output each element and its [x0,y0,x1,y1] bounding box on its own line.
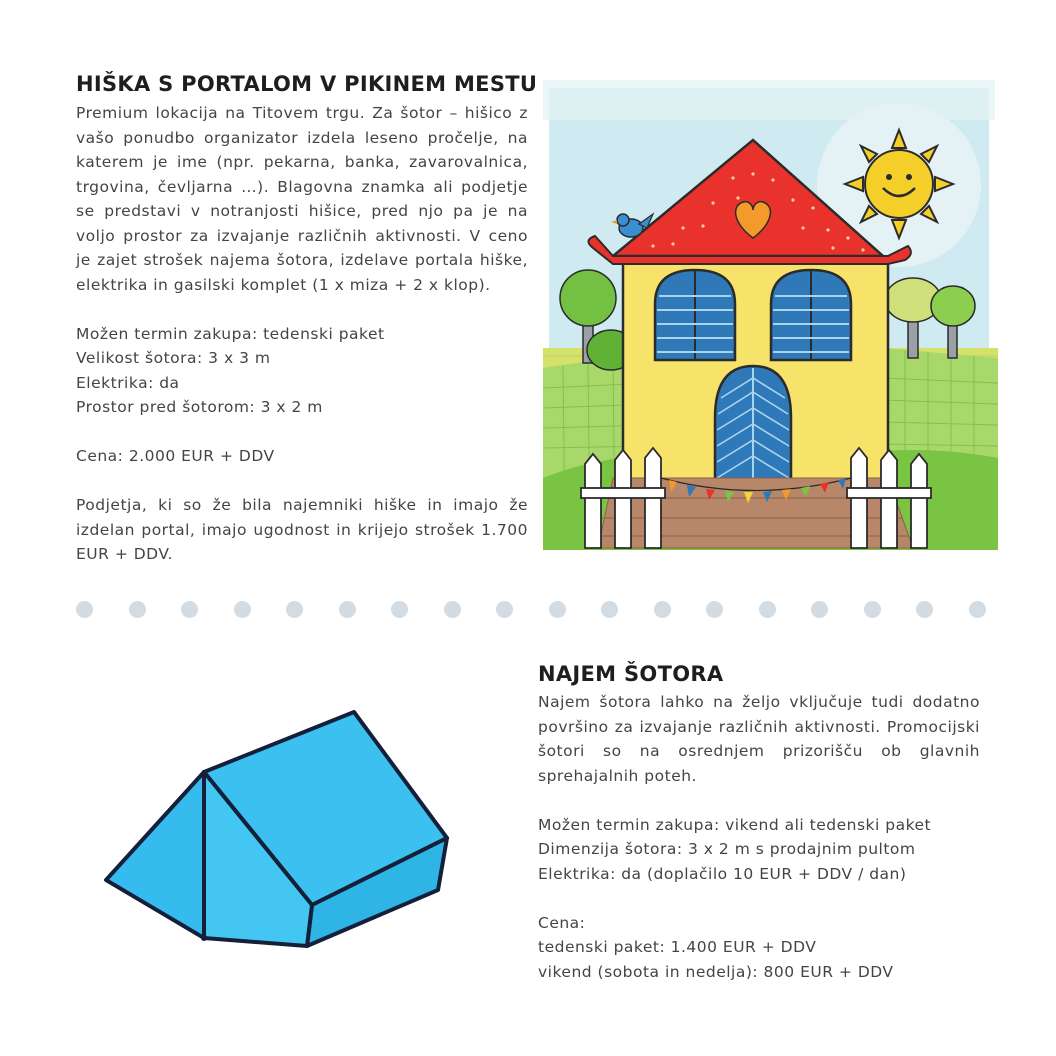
tent-price-weekend: vikend (sobota in nedelja): 800 EUR + DDV [538,962,894,981]
house-price: Cena: 2.000 EUR + DDV [76,447,275,465]
house-description: Premium lokacija na Titovem trgu. Za šotor – hišico z vašo ponudbo organizator izdela leseno pročelje, na katerem je ime (npr. pekarna, banka, zavarovalnica, trgovina, čevljarna …). Blagovna znamka ali podjetje se predstavi v notranjosti hišice, pred njo pa je na voljo prostor za izvajanje različnih aktivnosti. V ceno je zajet strošek najema šotora, izdelave portala hiške, elektrika in gasilski komplet (1 x miza + 2 x klop). [76,104,528,294]
house-tent-size: Velikost šotora: 3 x 3 m [76,349,271,367]
house-rental-term: Možen termin zakupa: tedenski paket [76,324,385,343]
window-left [655,270,735,360]
tent-rental-term: Možen termin zakupa: vikend ali tedenski paket [538,815,932,834]
tent-section-text [538,690,980,984]
tent-electricity: Elektrika: da (doplačilo 10 EUR + DDV / dan) [538,864,907,883]
house-front-space: Prostor pred šotorom: 3 x 2 m [76,398,323,416]
window-right [771,270,851,360]
tent-description: Najem šotora lahko na željo vključuje tudi dodatno površino za izvajanje različnih aktivnosti. Promocijski šotori so na osrednjem prizorišču ob glavnih sprehajalnih poteh. [538,693,980,785]
tent-section-title: NAJEM ŠOTORA [538,662,724,686]
tent-dimensions: Dimenzija šotora: 3 x 2 m s prodajnim pultom [538,840,916,858]
house-section-text [76,101,528,567]
dotted-divider [76,599,986,619]
house-returning-note: Podjetja, ki so že bila najemniki hiške in imajo že izdelan portal, imajo ugodnost in krijejo strošek 1.700 EUR + DDV. [76,496,528,563]
door [715,366,791,483]
house-illustration [543,78,998,550]
sun-icon [845,130,953,238]
tent-illustration [92,700,462,960]
house-electricity: Elektrika: da [76,373,180,392]
tent-price-weekly: tedenski paket: 1.400 EUR + DDV [538,938,817,956]
tent-price-label: Cena: [538,913,586,932]
fence-left [581,448,665,548]
house-section-title: HIŠKA S PORTALOM V PIKINEM MESTU [76,72,538,96]
fence-right [847,448,931,548]
